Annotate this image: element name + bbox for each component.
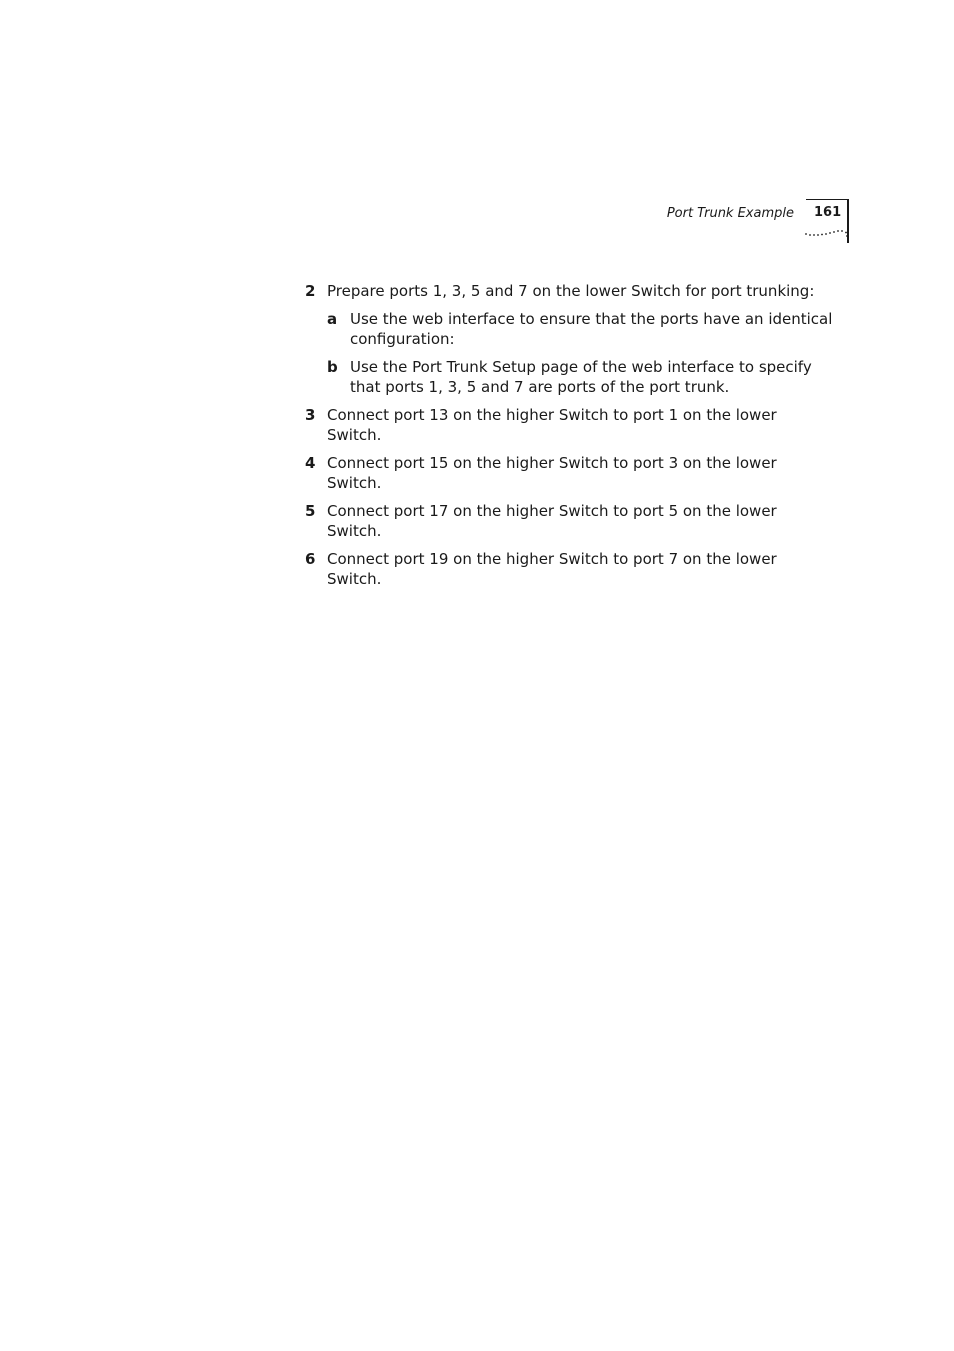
step-item xyxy=(305,501,835,541)
step-text: Connect port 13 on the higher Switch to port 1 on the lower Switch. xyxy=(327,406,777,444)
step-number: 4 xyxy=(305,454,316,472)
substep-list xyxy=(327,309,835,397)
step-text: Connect port 19 on the higher Switch to port 7 on the lower Switch. xyxy=(327,550,777,588)
step-text: Connect port 17 on the higher Switch to port 5 on the lower Switch. xyxy=(327,502,777,540)
substep-text: Use the Port Trunk Setup page of the web interface to specify that ports 1, 3, 5 and 7 are ports of the port trunk. xyxy=(350,358,812,396)
page-header xyxy=(0,0,954,260)
step-item xyxy=(305,405,835,445)
step-item xyxy=(305,549,835,589)
step-number: 2 xyxy=(305,282,316,300)
step-text: Connect port 15 on the higher Switch to port 3 on the lower Switch. xyxy=(327,454,777,492)
substep-item xyxy=(327,309,835,349)
step-item xyxy=(305,453,835,493)
dotted-curve-icon xyxy=(804,226,850,240)
step-item xyxy=(305,281,835,397)
substep-letter: b xyxy=(327,358,338,376)
step-text: Prepare ports 1, 3, 5 and 7 on the lower Switch for port trunking: xyxy=(327,282,815,300)
substep-item xyxy=(327,357,835,397)
procedure-list xyxy=(305,281,835,597)
step-number: 6 xyxy=(305,550,316,568)
step-number: 5 xyxy=(305,502,316,520)
header-rule xyxy=(806,199,848,200)
page-number: 161 xyxy=(814,205,842,220)
step-number: 3 xyxy=(305,406,316,424)
running-head-title: Port Trunk Example xyxy=(666,206,794,221)
substep-text: Use the web interface to ensure that the ports have an identical configuration: xyxy=(350,310,833,348)
substep-letter: a xyxy=(327,310,338,328)
